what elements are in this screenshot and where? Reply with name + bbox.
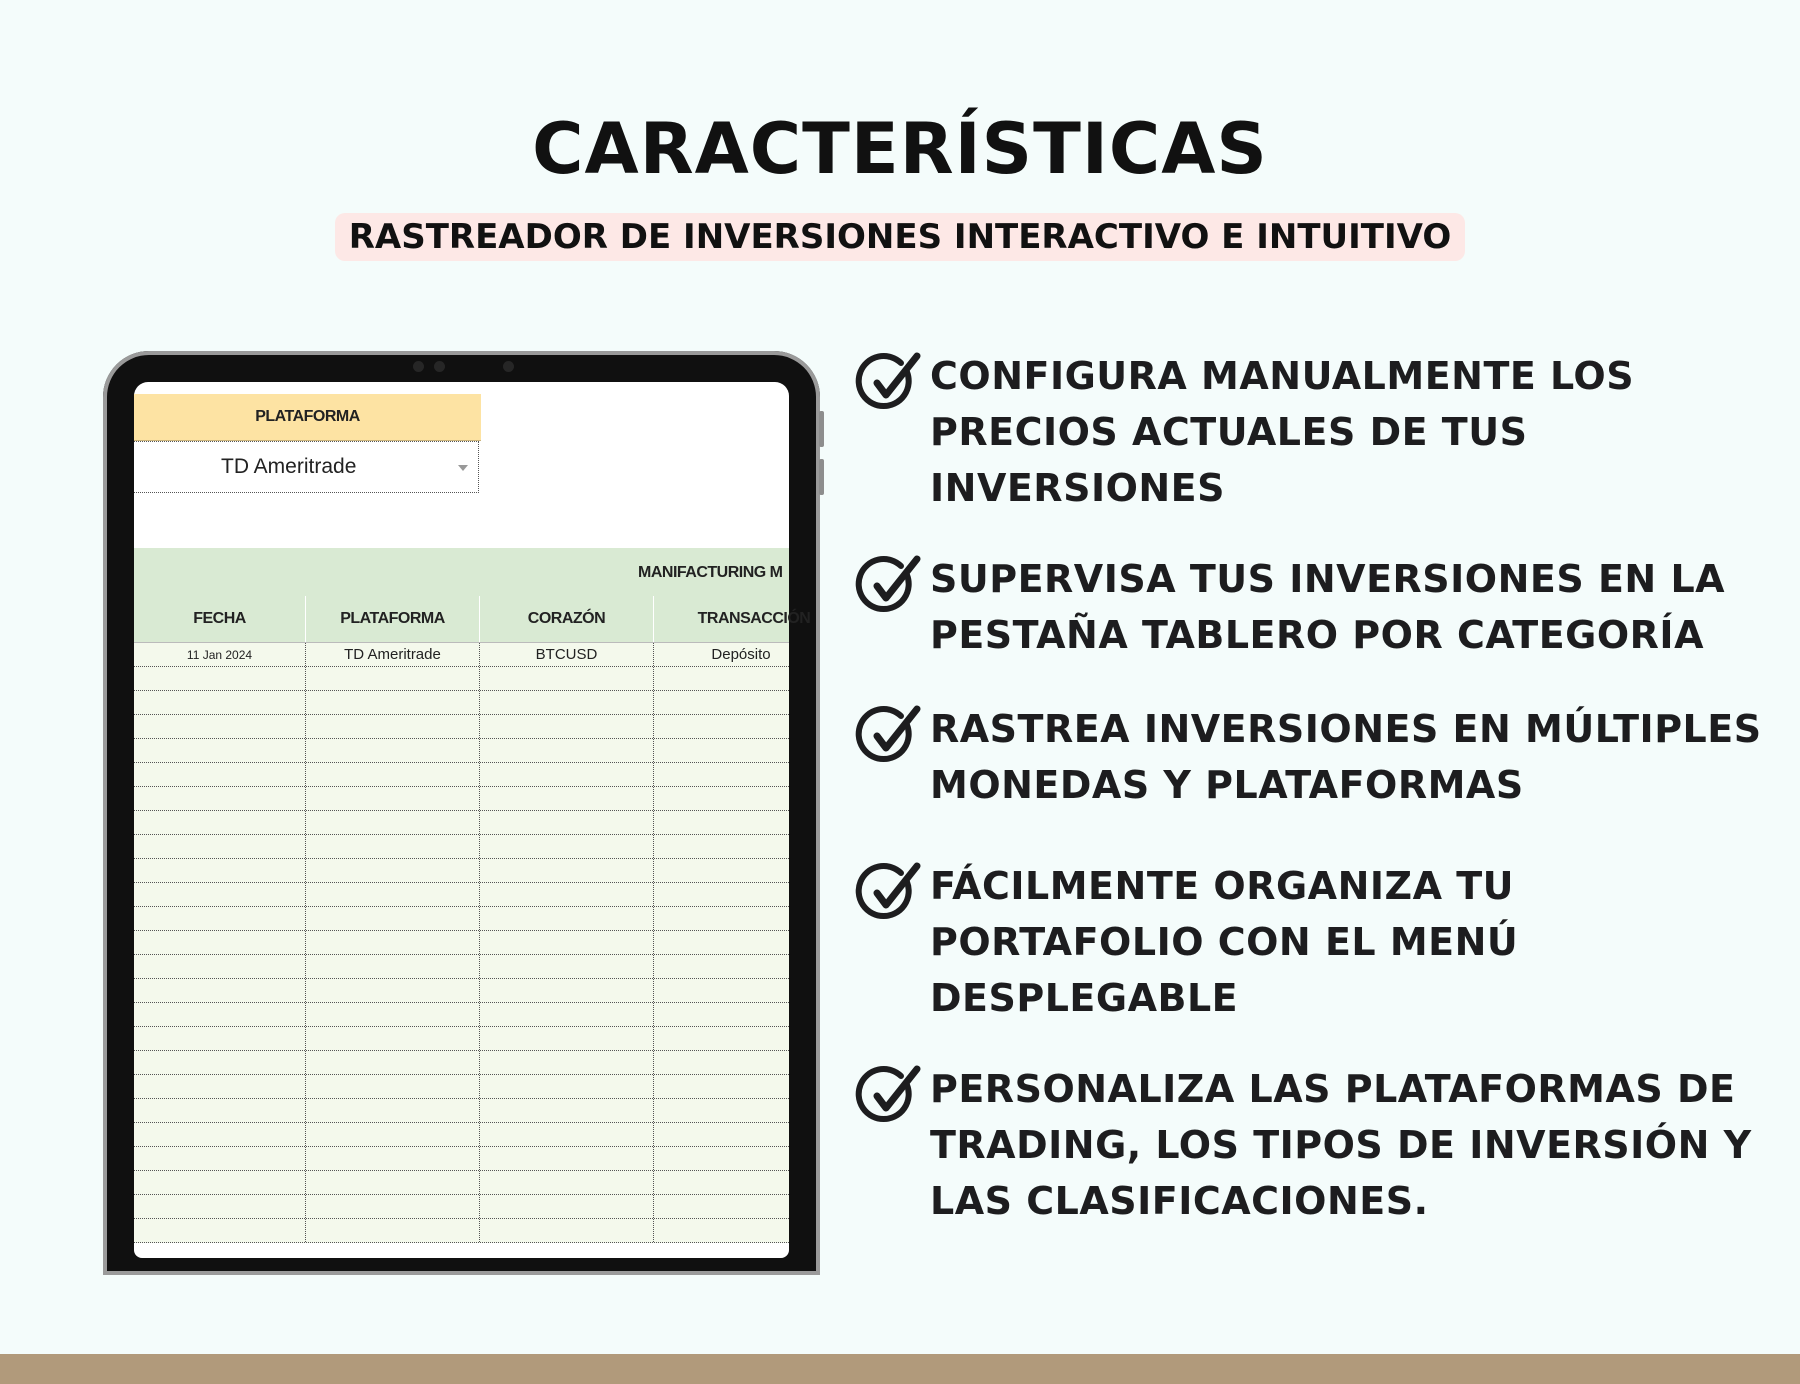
page-subtitle: RASTREADOR DE INVERSIONES INTERACTIVO E INTUITIVO — [335, 213, 1466, 261]
empty-cell[interactable] — [134, 1075, 306, 1098]
check-circle-icon — [855, 348, 927, 420]
empty-cell[interactable] — [654, 739, 828, 762]
empty-cell[interactable] — [480, 1051, 654, 1074]
empty-cell[interactable] — [306, 835, 480, 858]
empty-cell[interactable] — [480, 1027, 654, 1050]
table-row[interactable] — [134, 1027, 789, 1051]
empty-cell[interactable] — [654, 1219, 828, 1242]
table-row[interactable] — [134, 1123, 789, 1147]
empty-cell[interactable] — [654, 907, 828, 930]
empty-cell[interactable] — [306, 859, 480, 882]
empty-cell[interactable] — [654, 691, 828, 714]
platform-dropdown-value: TD Ameritrade — [221, 455, 357, 478]
empty-cell[interactable] — [654, 979, 828, 1002]
cell-plataforma[interactable]: TD Ameritrade — [306, 643, 480, 666]
spreadsheet-screen — [134, 382, 811, 1258]
table-row[interactable] — [134, 1195, 789, 1219]
bottom-bar — [0, 1354, 1800, 1384]
feature-text: RASTREA INVERSIONES EN MÚLTIPLES MONEDAS Y PLATAFORMAS — [930, 707, 1762, 807]
volume-button — [819, 459, 824, 495]
camera-dot — [503, 361, 514, 372]
empty-cell[interactable] — [654, 1075, 828, 1098]
empty-cell[interactable] — [480, 763, 654, 786]
feature-text: SUPERVISA TUS INVERSIONES EN LA PESTAÑA TABLERO POR CATEGORÍA — [930, 557, 1726, 657]
empty-cell[interactable] — [306, 907, 480, 930]
column-header-corazon[interactable]: CORAZÓN — [480, 596, 654, 642]
empty-cell[interactable] — [654, 715, 828, 738]
empty-cell[interactable] — [134, 691, 306, 714]
empty-cell[interactable] — [480, 787, 654, 810]
empty-cell[interactable] — [306, 1123, 480, 1146]
table-row[interactable] — [134, 667, 789, 691]
feature-text: CONFIGURA MANUALMENTE LOS PRECIOS ACTUALES DE TUS INVERSIONES — [930, 354, 1635, 510]
empty-cell[interactable] — [134, 1027, 306, 1050]
empty-cell[interactable] — [134, 955, 306, 978]
table-row[interactable] — [134, 883, 789, 907]
empty-cell[interactable] — [134, 811, 306, 834]
empty-cell[interactable] — [306, 1027, 480, 1050]
empty-cell[interactable] — [134, 907, 306, 930]
empty-cell[interactable] — [654, 859, 828, 882]
empty-cell[interactable] — [480, 931, 654, 954]
empty-cell[interactable] — [134, 1123, 306, 1146]
empty-cell[interactable] — [306, 811, 480, 834]
empty-cell[interactable] — [134, 787, 306, 810]
empty-cell[interactable] — [480, 979, 654, 1002]
platform-dropdown[interactable] — [134, 441, 479, 493]
table-row[interactable] — [134, 907, 789, 931]
chevron-down-icon[interactable] — [458, 465, 468, 471]
empty-cell[interactable] — [134, 1147, 306, 1170]
empty-cell[interactable] — [480, 835, 654, 858]
tablet-device — [103, 351, 820, 1275]
check-circle-icon — [855, 551, 927, 623]
empty-cell[interactable] — [480, 1099, 654, 1122]
empty-cell[interactable] — [480, 691, 654, 714]
table-row[interactable] — [134, 739, 789, 763]
empty-cell[interactable] — [306, 787, 480, 810]
empty-cell[interactable] — [134, 1003, 306, 1026]
column-header-plataforma[interactable]: PLATAFORMA — [306, 596, 480, 642]
empty-cell[interactable] — [654, 787, 828, 810]
empty-cell[interactable] — [654, 1003, 828, 1026]
empty-cell[interactable] — [306, 1051, 480, 1074]
table-row[interactable] — [134, 1051, 789, 1075]
empty-cell[interactable] — [134, 1171, 306, 1194]
empty-cell[interactable] — [134, 739, 306, 762]
empty-cell[interactable] — [306, 1171, 480, 1194]
page-title: CARACTERÍSTICAS — [532, 108, 1268, 190]
empty-cell[interactable] — [480, 955, 654, 978]
feature-text: FÁCILMENTE ORGANIZA TU PORTAFOLIO CON EL MENÚ DESPLEGABLE — [930, 864, 1519, 1020]
empty-cell[interactable] — [306, 931, 480, 954]
volume-button — [819, 411, 824, 447]
empty-cell[interactable] — [134, 1099, 306, 1122]
empty-cell[interactable] — [306, 763, 480, 786]
empty-cell[interactable] — [654, 883, 828, 906]
camera-dot — [434, 361, 445, 372]
cell-transaccion[interactable]: Depósito — [711, 646, 771, 663]
empty-cell[interactable] — [480, 1003, 654, 1026]
table-row[interactable] — [134, 1003, 789, 1027]
empty-cell[interactable] — [480, 1171, 654, 1194]
empty-cell[interactable] — [480, 739, 654, 762]
check-circle-icon — [855, 858, 927, 930]
empty-cell[interactable] — [480, 1075, 654, 1098]
empty-cell[interactable] — [134, 979, 306, 1002]
empty-cell[interactable] — [134, 763, 306, 786]
empty-cell[interactable] — [480, 811, 654, 834]
table-row[interactable] — [134, 1147, 789, 1171]
transactions-table — [134, 596, 811, 1243]
table-row[interactable] — [134, 1075, 789, 1099]
section-band — [134, 548, 789, 596]
table-row[interactable] — [134, 955, 789, 979]
table-row[interactable] — [134, 787, 789, 811]
empty-cell[interactable] — [480, 1195, 654, 1218]
empty-cell[interactable] — [134, 835, 306, 858]
table-header-row — [134, 596, 811, 643]
empty-cell[interactable] — [306, 883, 480, 906]
table-row[interactable] — [134, 643, 789, 667]
empty-cell[interactable] — [654, 1195, 828, 1218]
empty-cell[interactable] — [306, 979, 480, 1002]
empty-cell[interactable] — [134, 1195, 306, 1218]
table-row[interactable] — [134, 715, 789, 739]
empty-cell[interactable] — [654, 1123, 828, 1146]
empty-cell[interactable] — [480, 1147, 654, 1170]
empty-cell[interactable] — [654, 1051, 828, 1074]
table-row[interactable] — [134, 835, 789, 859]
empty-cell[interactable] — [306, 1099, 480, 1122]
empty-rows — [134, 667, 789, 1243]
empty-cell[interactable] — [134, 715, 306, 738]
table-row[interactable] — [134, 859, 789, 883]
check-circle-icon — [855, 701, 927, 773]
table-row[interactable] — [134, 1099, 789, 1123]
section-title: MANIFACTURING M — [638, 564, 783, 581]
cell-fecha[interactable]: 11 Jan 2024 — [134, 643, 306, 666]
empty-cell[interactable] — [480, 1123, 654, 1146]
empty-cell[interactable] — [480, 715, 654, 738]
empty-cell[interactable] — [134, 667, 306, 690]
empty-cell[interactable] — [306, 1075, 480, 1098]
table-row[interactable] — [134, 931, 789, 955]
empty-cell[interactable] — [306, 1147, 480, 1170]
empty-cell[interactable] — [306, 1195, 480, 1218]
table-row[interactable] — [134, 979, 789, 1003]
empty-cell[interactable] — [480, 859, 654, 882]
empty-cell[interactable] — [654, 931, 828, 954]
table-row[interactable] — [134, 763, 789, 787]
empty-cell[interactable] — [306, 1219, 480, 1242]
empty-cell[interactable] — [480, 883, 654, 906]
column-header-fecha[interactable]: FECHA — [134, 596, 306, 642]
empty-cell[interactable] — [654, 1099, 828, 1122]
cell-corazon[interactable]: BTCUSD — [480, 643, 654, 666]
empty-cell[interactable] — [654, 835, 828, 858]
empty-cell[interactable] — [134, 1051, 306, 1074]
empty-cell[interactable] — [654, 1027, 828, 1050]
table-row[interactable] — [134, 691, 789, 715]
feature-text: PERSONALIZA LAS PLATAFORMAS DE TRADING, LOS TIPOS DE INVERSIÓN Y LAS CLASIFICACIONES. — [930, 1067, 1752, 1223]
empty-cell[interactable] — [134, 859, 306, 882]
empty-cell[interactable] — [306, 955, 480, 978]
subtitle-wrapper — [0, 213, 1800, 261]
empty-cell[interactable] — [654, 763, 828, 786]
platform-filter-header: PLATAFORMA — [134, 394, 481, 441]
table-row[interactable] — [134, 1171, 789, 1195]
empty-cell[interactable] — [134, 931, 306, 954]
empty-cell[interactable] — [654, 667, 828, 690]
empty-cell[interactable] — [134, 883, 306, 906]
empty-cell[interactable] — [306, 691, 480, 714]
empty-cell[interactable] — [654, 955, 828, 978]
table-row[interactable] — [134, 811, 789, 835]
empty-cell[interactable] — [306, 1003, 480, 1026]
empty-cell[interactable] — [306, 739, 480, 762]
empty-cell[interactable] — [134, 1219, 306, 1242]
table-row[interactable] — [134, 1219, 789, 1243]
camera-dot — [413, 361, 424, 372]
empty-cell[interactable] — [654, 1147, 828, 1170]
empty-cell[interactable] — [480, 907, 654, 930]
empty-cell[interactable] — [480, 1219, 654, 1242]
check-circle-icon — [855, 1061, 927, 1133]
empty-cell[interactable] — [306, 715, 480, 738]
column-header-transaccion[interactable]: TRANSACCIÓN — [697, 610, 811, 627]
empty-cell[interactable] — [654, 1171, 828, 1194]
empty-cell[interactable] — [654, 811, 828, 834]
empty-cell[interactable] — [306, 667, 480, 690]
empty-cell[interactable] — [480, 667, 654, 690]
